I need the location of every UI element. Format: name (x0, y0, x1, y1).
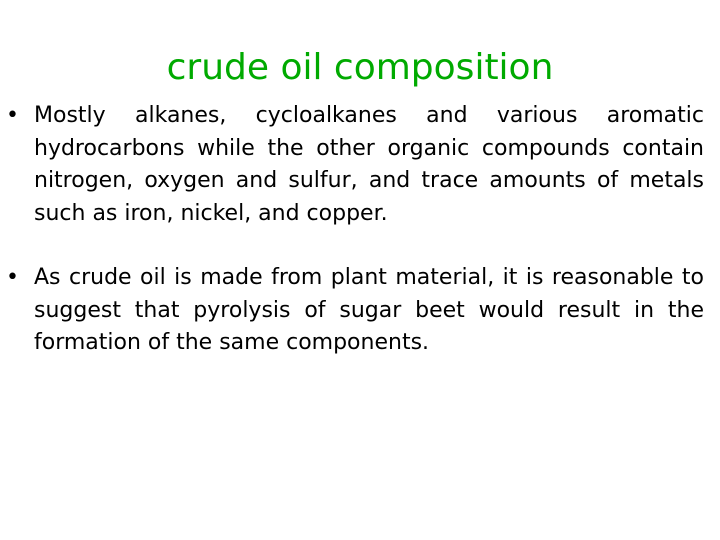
bullet-icon: • (6, 103, 19, 128)
bullet-text: As crude oil is made from plant material, it is reasonable to suggest that pyrolysis of sugar beet would result in the formation of the same components. (34, 265, 704, 355)
bullet-item (0, 100, 720, 230)
bullet-text: Mostly alkanes, cycloalkanes and various aromatic hydrocarbons while the other organic compounds contain nitrogen, oxygen and sulfur, and trace amounts of metals such as iron, nickel, and copper. (34, 103, 704, 226)
slide-title: crude oil composition (166, 47, 554, 88)
bullet-icon: • (6, 265, 19, 290)
bullet-list (0, 100, 720, 360)
bullet-item (0, 262, 720, 360)
